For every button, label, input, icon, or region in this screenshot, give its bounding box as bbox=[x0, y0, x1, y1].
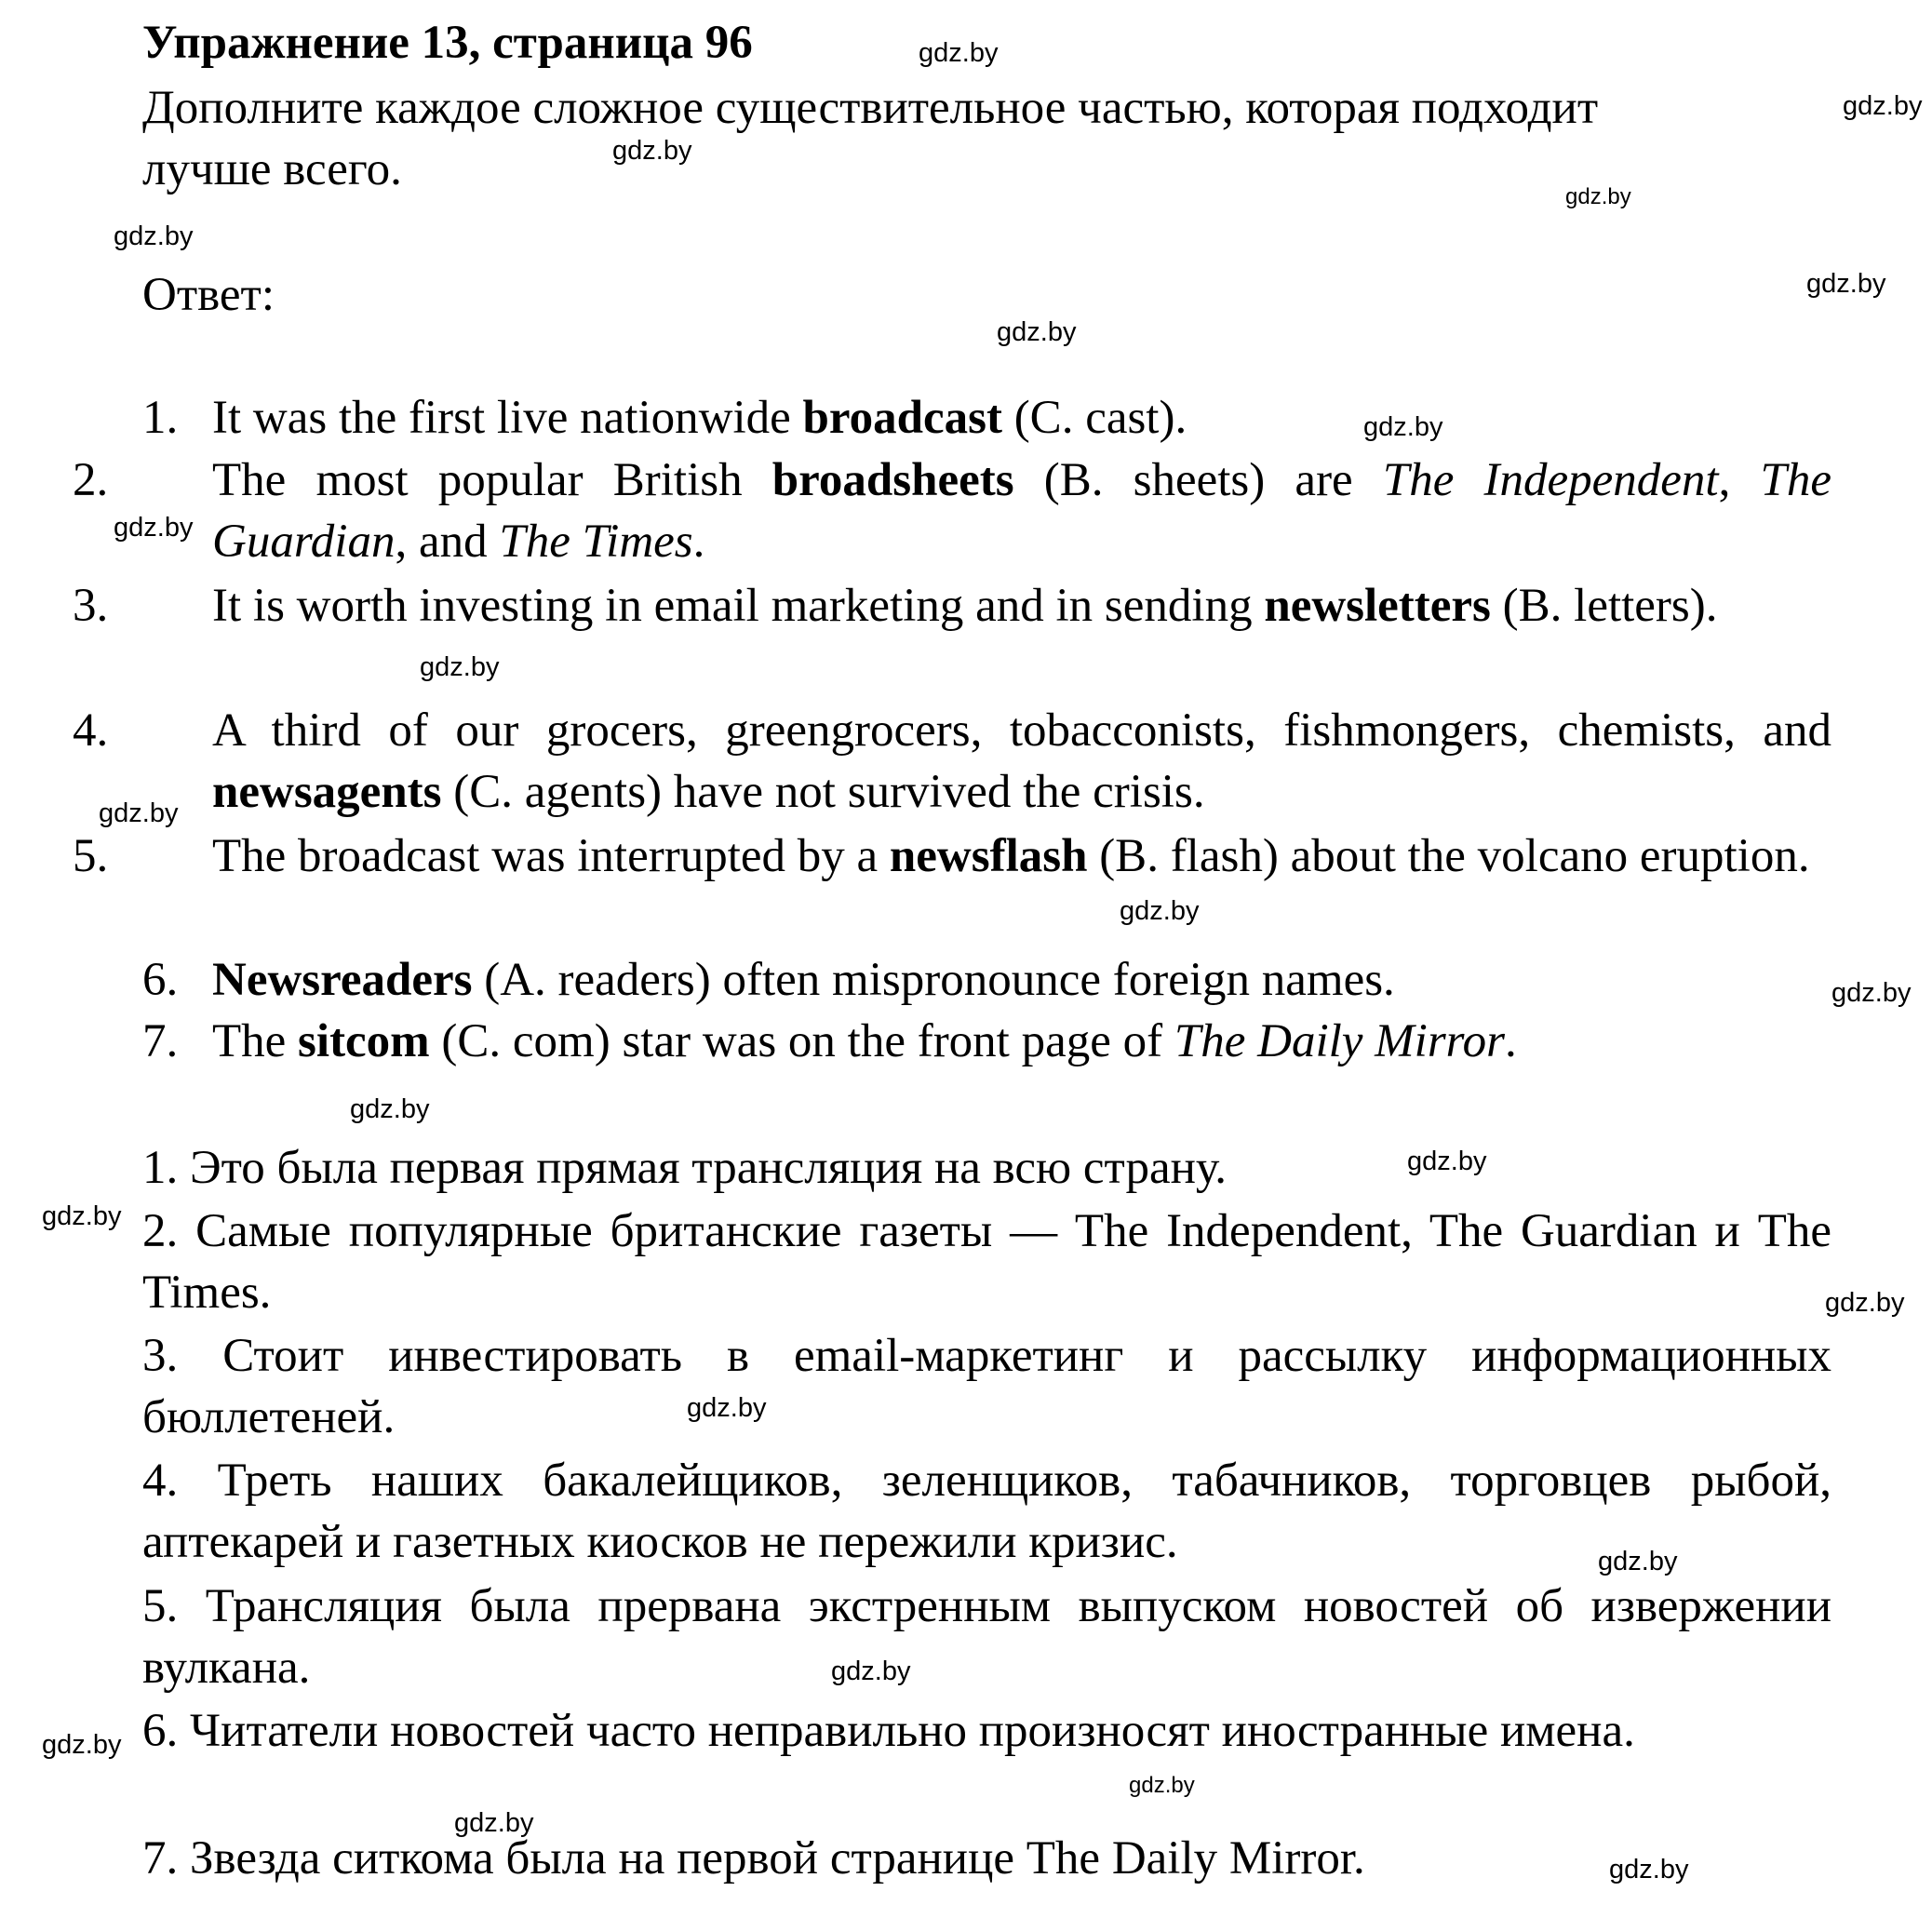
watermark: gdz.by bbox=[1843, 91, 1923, 121]
item-text: (B. flash) about the volcano eruption. bbox=[1087, 830, 1810, 882]
item-text: (B. letters). bbox=[1490, 580, 1718, 632]
item-text: . bbox=[692, 516, 705, 569]
item-number: 2. bbox=[73, 454, 109, 506]
en-item-5 bbox=[73, 825, 1831, 887]
en-item-1 bbox=[142, 392, 1187, 444]
en-item-6 bbox=[142, 954, 1395, 1006]
instruction-line-1: Дополните каждое сложное существительное частью, которая подходит bbox=[142, 82, 1599, 134]
ru-item-6: 6. Читатели новостей часто неправильно произносят иностранные имена. bbox=[142, 1705, 1635, 1757]
watermark: gdz.by bbox=[1120, 896, 1200, 926]
item-text: , and bbox=[395, 516, 500, 569]
item-text: It is worth investing in email marketing and in sending bbox=[212, 580, 1265, 632]
watermark: gdz.by bbox=[1806, 269, 1886, 299]
watermark: gdz.by bbox=[114, 513, 194, 543]
answer-word: broadcast bbox=[802, 392, 1002, 444]
item-number: 6. bbox=[142, 954, 179, 1006]
watermark: gdz.by bbox=[114, 221, 194, 251]
item-text: (A. readers) often mispronounce foreign names. bbox=[472, 954, 1395, 1006]
newspaper-title: The Independent bbox=[1382, 454, 1719, 506]
watermark: gdz.by bbox=[1565, 184, 1631, 209]
watermark: gdz.by bbox=[454, 1808, 534, 1838]
watermark: gdz.by bbox=[687, 1393, 767, 1423]
instruction-line-2: лучше всего. bbox=[142, 143, 402, 195]
watermark: gdz.by bbox=[919, 38, 999, 68]
answer-word: newsletters bbox=[1264, 580, 1491, 632]
watermark: gdz.by bbox=[1598, 1547, 1678, 1576]
watermark: gdz.by bbox=[42, 1730, 122, 1760]
ru-item-5: 5. Трансляция была прервана экстренным выпуском новостей об извержении вулкана. bbox=[142, 1580, 1831, 1695]
ru-item-4: 4. Треть наших бакалейщиков, зеленщиков, табачников, торговцев рыбой, аптекарей и газетных киосков не пережили кризис. bbox=[142, 1455, 1831, 1569]
answer-label: Ответ: bbox=[142, 269, 275, 321]
en-item-7 bbox=[142, 1015, 1517, 1067]
watermark: gdz.by bbox=[831, 1656, 911, 1686]
item-text: The bbox=[212, 1015, 299, 1067]
answer-word: Newsreaders bbox=[212, 954, 473, 1006]
ru-item-3: 3. Стоит инвестировать в email-маркетинг и рассылку информационных бюллетеней. bbox=[142, 1330, 1831, 1444]
item-number: 4. bbox=[73, 704, 109, 757]
page-title: Упражнение 13, страница 96 bbox=[142, 17, 753, 69]
item-text: (C. cast). bbox=[1001, 392, 1187, 444]
watermark: gdz.by bbox=[350, 1094, 430, 1124]
watermark: gdz.by bbox=[99, 798, 179, 828]
ru-item-7: 7. Звезда ситкома была на первой странице The Daily Mirror. bbox=[142, 1832, 1365, 1884]
item-number: 1. bbox=[142, 392, 179, 444]
watermark: gdz.by bbox=[420, 652, 500, 682]
ru-item-1: 1. Это была первая прямая трансляция на всю страну. bbox=[142, 1142, 1228, 1194]
item-text: A third of our grocers, greengrocers, tobacconists, fishmongers, chemists, and bbox=[212, 704, 1831, 757]
item-number: 7. bbox=[142, 1015, 179, 1067]
watermark: gdz.by bbox=[1363, 412, 1443, 442]
item-text: It was the first live nationwide bbox=[212, 392, 803, 444]
newspaper-title: The Daily Mirror bbox=[1174, 1015, 1505, 1067]
item-text: The most popular British bbox=[212, 454, 772, 506]
item-text: , bbox=[1718, 454, 1761, 506]
newspaper-title: The Times bbox=[499, 516, 693, 569]
watermark: gdz.by bbox=[42, 1201, 122, 1231]
watermark: gdz.by bbox=[1609, 1855, 1689, 1884]
answer-word: sitcom bbox=[298, 1015, 430, 1067]
en-item-3 bbox=[73, 575, 1831, 637]
item-number: 3. bbox=[73, 580, 109, 632]
ru-item-2: 2. Самые популярные британские газеты — The Independent, The Guardian и The Times. bbox=[142, 1205, 1831, 1320]
item-text: (C. com) star was on the front page of bbox=[429, 1015, 1174, 1067]
watermark: gdz.by bbox=[1129, 1773, 1195, 1798]
item-text: . bbox=[1504, 1015, 1517, 1067]
watermark: gdz.by bbox=[997, 317, 1077, 347]
item-text: The broadcast was interrupted by a bbox=[212, 830, 890, 882]
watermark: gdz.by bbox=[1407, 1147, 1487, 1176]
newspaper-title: The Guardian bbox=[212, 454, 1832, 569]
answer-word: newsflash bbox=[889, 830, 1088, 882]
answer-word: broadsheets bbox=[771, 454, 1014, 506]
watermark: gdz.by bbox=[612, 136, 692, 166]
watermark: gdz.by bbox=[1831, 978, 1912, 1008]
item-text: (B. sheets) are bbox=[1013, 454, 1383, 506]
watermark: gdz.by bbox=[1825, 1288, 1905, 1318]
en-item-2 bbox=[73, 449, 1832, 573]
answer-word: newsagents bbox=[212, 766, 442, 819]
item-text: (C. agents) have not survived the crisis. bbox=[441, 766, 1205, 819]
item-number: 5. bbox=[73, 830, 109, 882]
